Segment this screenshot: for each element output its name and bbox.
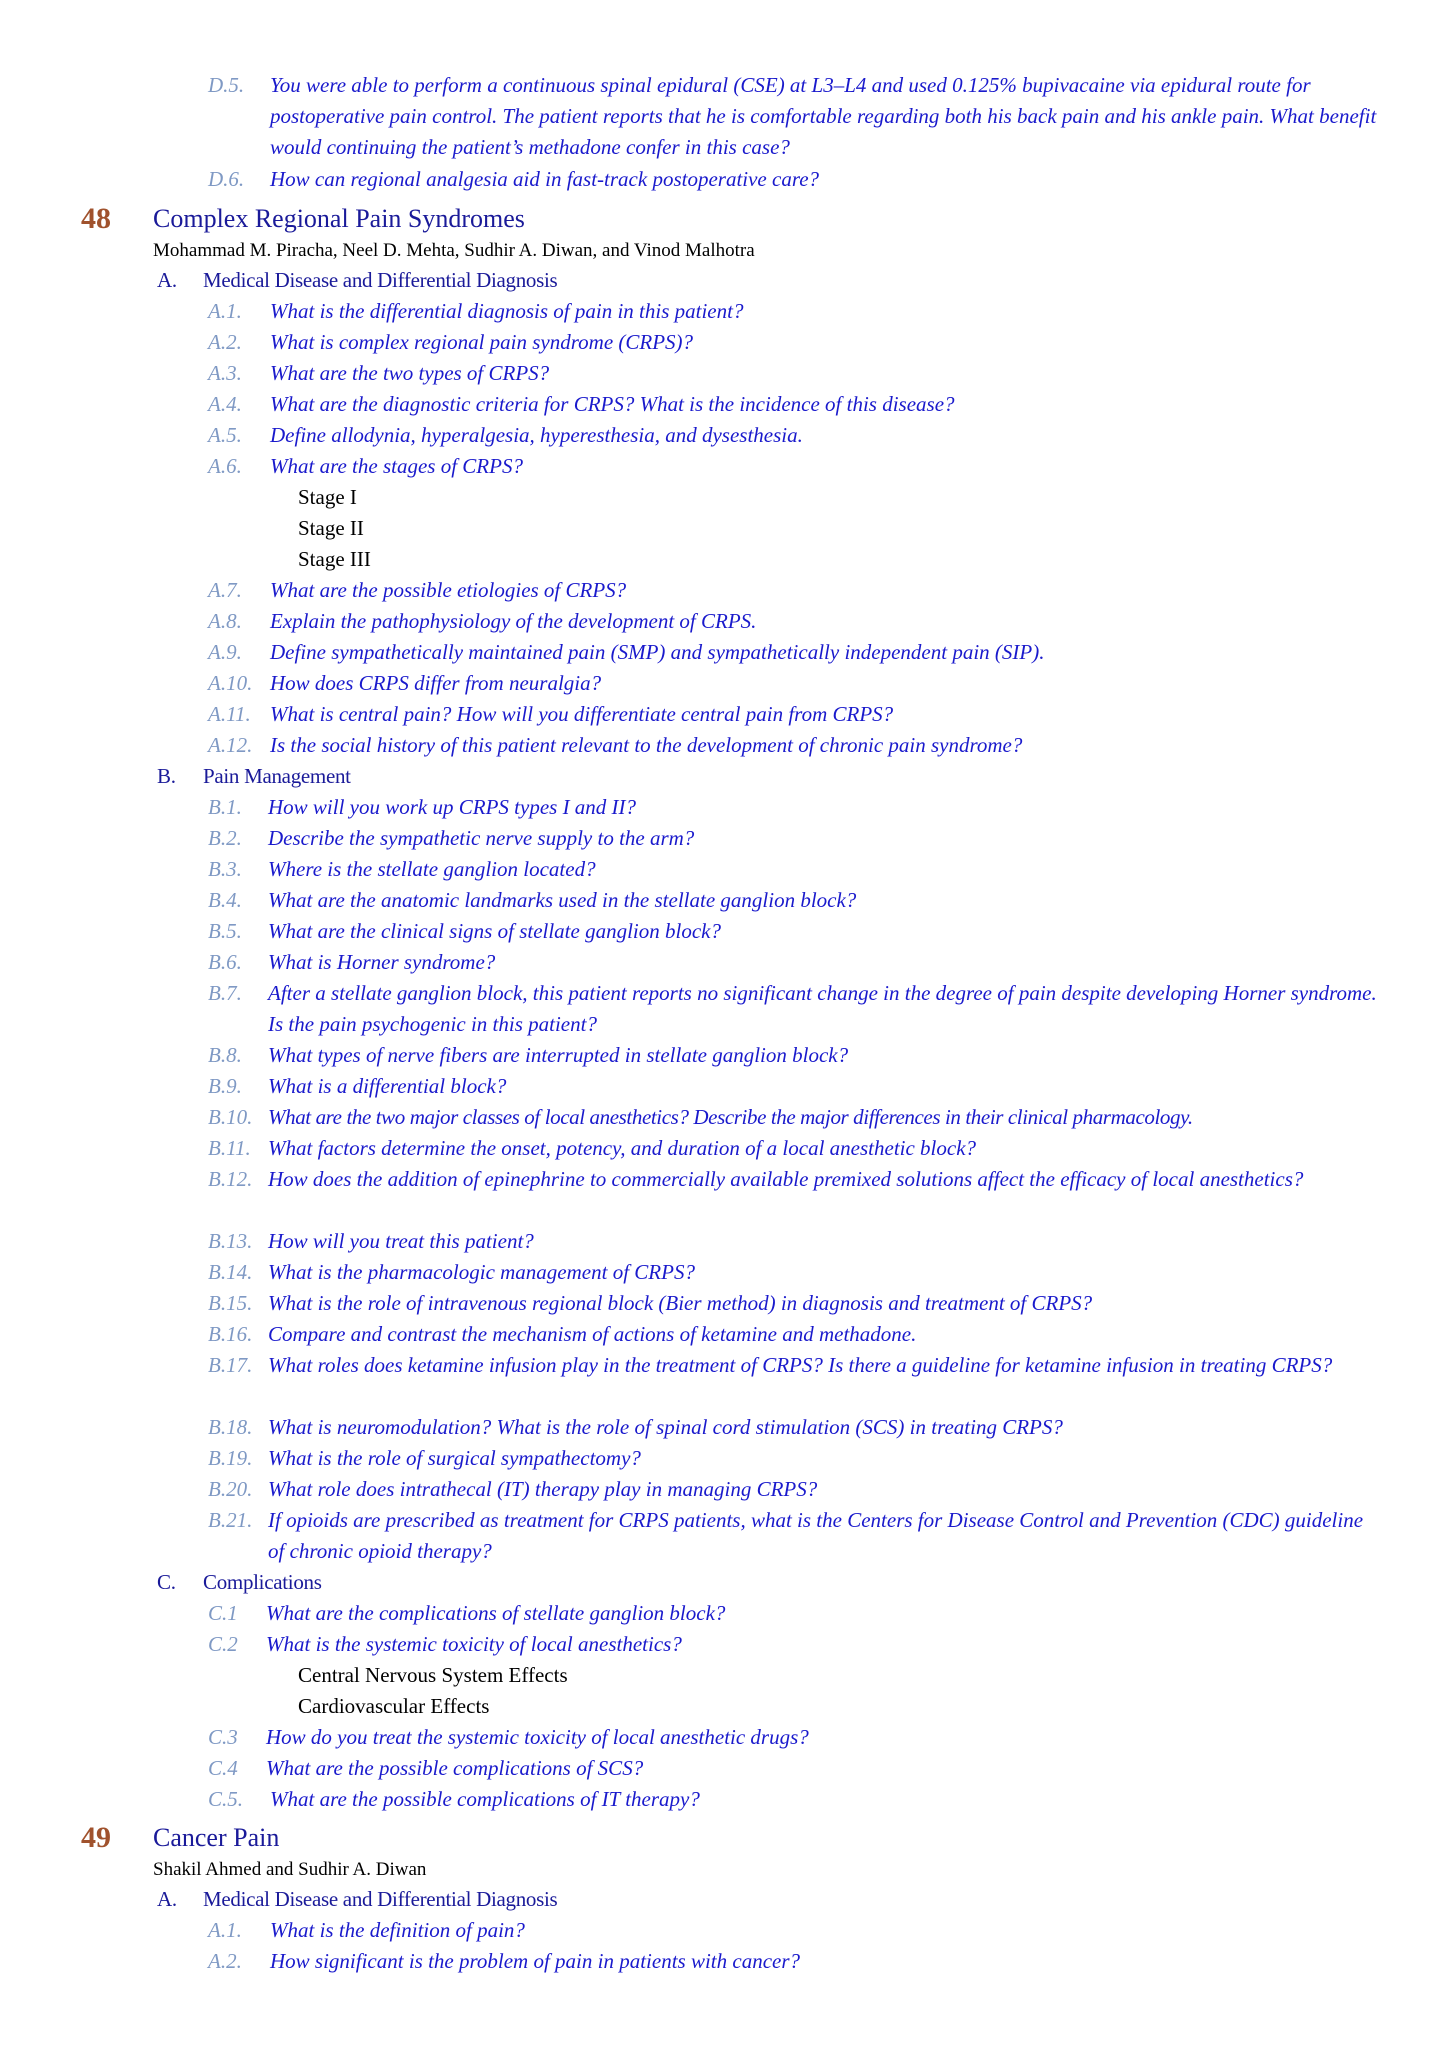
chapter-title: Complex Regional Pain Syndromes — [153, 204, 525, 233]
question-item — [208, 637, 1378, 668]
question-number: B.21. — [208, 1508, 253, 1532]
question-number: B.1. — [208, 795, 242, 819]
question-item — [208, 1505, 1378, 1567]
question-item — [208, 823, 1378, 854]
question-item — [208, 668, 1378, 699]
question-text: What types of nerve fibers are interrupted in stellate ganglion block? — [268, 1043, 849, 1067]
sub-item: Cardiovascular Effects — [298, 1694, 490, 1718]
question-text: After a stellate ganglion block, this patient reports no significant change in the degree of pain despite developing Horner syndrome. Is the pain psychogenic in this patient? — [268, 981, 1377, 1036]
question-number: A.2. — [208, 330, 242, 354]
question-text: What are the possible complications of SCS? — [266, 1756, 644, 1780]
question-item — [208, 978, 1378, 1040]
question-item — [208, 1040, 1378, 1071]
question-item — [208, 606, 1378, 637]
sub-item: Stage I — [298, 485, 357, 509]
question-item — [208, 1257, 1378, 1288]
question-item — [208, 1443, 1378, 1474]
question-number: B.14. — [208, 1260, 253, 1284]
question-number: B.18. — [208, 1415, 253, 1439]
question-text: What is a differential block? — [268, 1074, 507, 1098]
question-item — [208, 730, 1378, 761]
question-text: What are the two types of CRPS? — [270, 361, 550, 385]
question-text: Describe the sympathetic nerve supply to the arm? — [268, 826, 695, 850]
question-text: What are the diagnostic criteria for CRPS? What is the incidence of this disease? — [270, 392, 955, 416]
question-item — [208, 1102, 1398, 1133]
question-item — [208, 358, 1378, 389]
question-item — [208, 1226, 1378, 1257]
question-item — [208, 854, 1378, 885]
chapter-authors: Mohammad M. Piracha, Neel D. Mehta, Sudhir A. Diwan, and Vinod Malhotra — [153, 240, 755, 261]
question-item — [208, 420, 1378, 451]
question-item — [208, 1350, 1378, 1381]
question-number: A.1. — [208, 299, 242, 323]
question-number: A.5. — [208, 423, 242, 447]
question-text: You were able to perform a continuous spinal epidural (CSE) at L3–L4 and used 0.125% bupivacaine via epidural route for postoperative pain control. The patient reports that he is comfortable regarding both his back pain and his ankle pain. What benefit would continuing the patient’s methadone confer in this case? — [270, 73, 1377, 159]
question-item — [208, 1722, 1378, 1753]
question-text: What is the role of intravenous regional block (Bier method) in diagnosis and treatment of CRPS? — [268, 1291, 1093, 1315]
sub-item: Central Nervous System Effects — [298, 1663, 568, 1687]
question-text: How will you work up CRPS types I and II? — [268, 795, 637, 819]
question-item — [208, 164, 1378, 195]
question-item — [208, 1412, 1378, 1443]
question-item — [208, 885, 1378, 916]
question-number: A.6. — [208, 454, 242, 478]
question-number: B.15. — [208, 1291, 253, 1315]
question-number: B.11. — [208, 1136, 251, 1160]
question-text: What factors determine the onset, potency, and duration of a local anesthetic block? — [268, 1136, 977, 1160]
question-item — [208, 1133, 1378, 1164]
question-number: B.13. — [208, 1229, 253, 1253]
question-number: B.12. — [208, 1167, 253, 1191]
question-text: How do you treat the systemic toxicity of local anesthetic drugs? — [266, 1725, 809, 1749]
question-number: C.2 — [208, 1632, 238, 1656]
question-item — [208, 947, 1378, 978]
question-item — [208, 1598, 1378, 1629]
question-number: B.9. — [208, 1074, 242, 1098]
chapter-title: Cancer Pain — [153, 1823, 280, 1852]
question-text: What role does intrathecal (IT) therapy play in managing CRPS? — [268, 1477, 818, 1501]
question-item — [208, 389, 1378, 420]
question-text: Where is the stellate ganglion located? — [268, 857, 596, 881]
question-item — [208, 1319, 1378, 1350]
question-item — [208, 1915, 1378, 1946]
question-number: B.10. — [208, 1105, 253, 1129]
question-text: What are the clinical signs of stellate ganglion block? — [268, 919, 721, 943]
question-number: A.9. — [208, 640, 242, 664]
question-number: B.8. — [208, 1043, 242, 1067]
question-number: B.7. — [208, 981, 242, 1005]
question-item — [208, 327, 1378, 358]
sub-item: Stage II — [298, 516, 364, 540]
question-text: What is the differential diagnosis of pain in this patient? — [270, 299, 744, 323]
question-item — [208, 296, 1378, 327]
question-text: What is the role of surgical sympathectomy? — [268, 1446, 641, 1470]
question-number: B.3. — [208, 857, 242, 881]
question-text: How does the addition of epinephrine to commercially available premixed solutions affect the efficacy of local anesthetics? — [268, 1167, 1304, 1191]
question-number: B.20. — [208, 1477, 253, 1501]
question-number: A.7. — [208, 578, 242, 602]
question-number: A.2. — [208, 1949, 242, 1973]
question-number: D.6. — [208, 167, 245, 191]
question-text: What are the stages of CRPS? — [270, 454, 523, 478]
question-number: B.16. — [208, 1322, 253, 1346]
question-text: What are the possible complications of IT therapy? — [270, 1787, 700, 1811]
question-text: Explain the pathophysiology of the development of CRPS. — [270, 609, 757, 633]
question-text: What is complex regional pain syndrome (CRPS)? — [270, 330, 694, 354]
question-item — [208, 575, 1378, 606]
question-text: What are the complications of stellate ganglion block? — [266, 1601, 726, 1625]
question-text: What roles does ketamine infusion play in the treatment of CRPS? Is there a guideline for ketamine infusion in treating CRPS? — [268, 1353, 1333, 1377]
question-text: What is the pharmacologic management of CRPS? — [268, 1260, 695, 1284]
question-item — [208, 1629, 1378, 1660]
question-text: How can regional analgesia aid in fast-track postoperative care? — [270, 167, 820, 191]
section-letter: A. — [157, 268, 177, 292]
question-number: A.8. — [208, 609, 242, 633]
question-number: A.10. — [208, 671, 253, 695]
question-text: Define allodynia, hyperalgesia, hyperesthesia, and dysesthesia. — [270, 423, 803, 447]
question-number: B.19. — [208, 1446, 253, 1470]
section-heading — [157, 265, 557, 296]
question-item — [208, 1071, 1378, 1102]
question-text: Define sympathetically maintained pain (SMP) and sympathetically independent pain (SIP). — [270, 640, 1045, 664]
question-number: A.3. — [208, 361, 242, 385]
question-item — [208, 1784, 1378, 1815]
question-text: What are the possible etiologies of CRPS? — [270, 578, 627, 602]
question-text: Is the social history of this patient relevant to the development of chronic pain syndrome? — [270, 733, 1023, 757]
question-number: B.5. — [208, 919, 242, 943]
question-number: C.1 — [208, 1601, 238, 1625]
question-text: How does CRPS differ from neuralgia? — [270, 671, 602, 695]
question-item — [208, 1753, 1378, 1784]
question-number: C.4 — [208, 1756, 238, 1780]
chapter-number: 48 — [81, 202, 111, 235]
question-item — [208, 1164, 1378, 1195]
question-number: A.11. — [208, 702, 251, 726]
question-text: What is the definition of pain? — [270, 1918, 525, 1942]
question-number: D.5. — [208, 73, 245, 97]
question-text: What are the two major classes of local anesthetics? Describe the major differences in their clinical pharmacology. — [268, 1105, 1193, 1129]
question-text: What is central pain? How will you differentiate central pain from CRPS? — [270, 702, 894, 726]
question-number: A.4. — [208, 392, 242, 416]
chapter-number: 49 — [81, 1821, 111, 1854]
section-heading — [157, 1884, 557, 1915]
chapter-authors: Shakil Ahmed and Sudhir A. Diwan — [153, 1859, 427, 1880]
question-text: If opioids are prescribed as treatment for CRPS patients, what is the Centers for Disease Control and Prevention (CDC) guideline of chronic opioid therapy? — [268, 1508, 1364, 1563]
question-number: C.5. — [208, 1787, 244, 1811]
question-number: B.6. — [208, 950, 242, 974]
section-title: Complications — [203, 1570, 322, 1594]
question-item — [208, 1288, 1378, 1319]
question-item — [208, 1946, 1378, 1977]
section-letter: B. — [157, 764, 176, 788]
section-letter: A. — [157, 1887, 177, 1911]
question-item — [208, 451, 1378, 482]
question-item — [208, 792, 1378, 823]
section-title: Pain Management — [203, 764, 351, 788]
question-number: B.2. — [208, 826, 242, 850]
question-item — [208, 70, 1378, 163]
question-item — [208, 1474, 1378, 1505]
question-text: How will you treat this patient? — [268, 1229, 534, 1253]
section-letter: C. — [157, 1570, 176, 1594]
question-text: How significant is the problem of pain in patients with cancer? — [270, 1949, 801, 1973]
question-number: A.12. — [208, 733, 253, 757]
question-text: Compare and contrast the mechanism of actions of ketamine and methadone. — [268, 1322, 917, 1346]
question-text: What is neuromodulation? What is the role of spinal cord stimulation (SCS) in treating CRPS? — [268, 1415, 1063, 1439]
question-text: What is the systemic toxicity of local anesthetics? — [266, 1632, 682, 1656]
question-number: B.17. — [208, 1353, 253, 1377]
question-number: B.4. — [208, 888, 242, 912]
question-item — [208, 699, 1378, 730]
section-title: Medical Disease and Differential Diagnosis — [203, 268, 558, 292]
question-item — [208, 916, 1378, 947]
question-number: C.3 — [208, 1725, 238, 1749]
question-text: What is Horner syndrome? — [268, 950, 496, 974]
section-heading — [157, 761, 351, 792]
question-number: A.1. — [208, 1918, 242, 1942]
question-text: What are the anatomic landmarks used in the stellate ganglion block? — [268, 888, 857, 912]
section-heading — [157, 1567, 322, 1598]
sub-item: Stage III — [298, 547, 371, 571]
section-title: Medical Disease and Differential Diagnosis — [203, 1887, 558, 1911]
